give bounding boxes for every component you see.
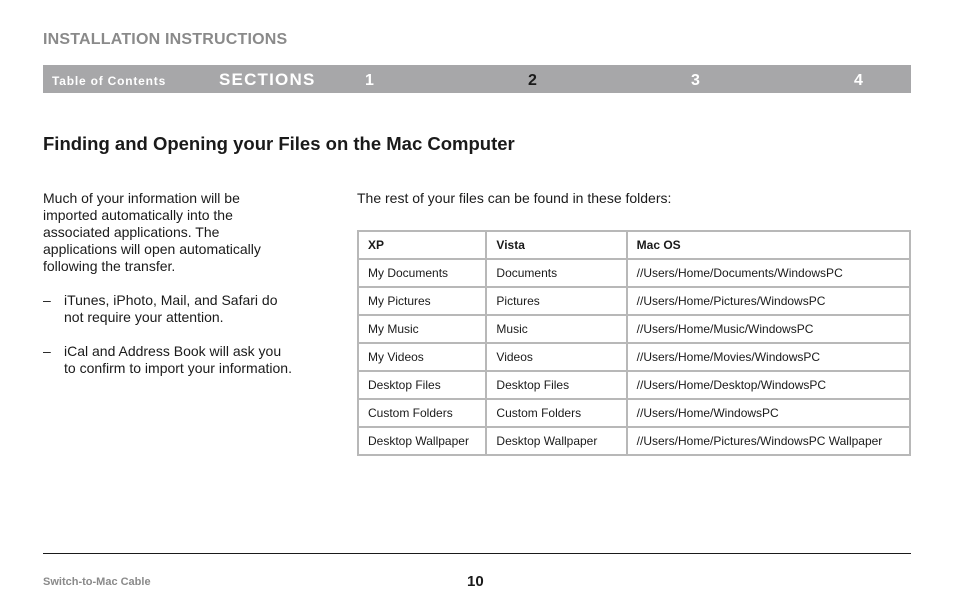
footer-divider xyxy=(43,553,911,554)
bullet-dash: – xyxy=(43,343,51,359)
table-cell: //Users/Home/Documents/WindowsPC xyxy=(627,259,910,287)
footer-product-name: Switch-to-Mac Cable xyxy=(43,576,151,588)
table-cell: My Music xyxy=(358,315,486,343)
page-number: 10 xyxy=(467,573,484,590)
table-row xyxy=(358,259,910,287)
table-row xyxy=(358,399,910,427)
table-row xyxy=(358,371,910,399)
document-header-title: INSTALLATION INSTRUCTIONS xyxy=(43,31,288,48)
table-cell: Documents xyxy=(486,259,626,287)
table-cell: Desktop Wallpaper xyxy=(358,427,486,455)
table-header-row xyxy=(358,231,910,259)
section-link-3[interactable]: 3 xyxy=(691,72,700,89)
table-cell: Custom Folders xyxy=(486,399,626,427)
table-cell: Videos xyxy=(486,343,626,371)
table-cell: My Videos xyxy=(358,343,486,371)
sections-label: SECTIONS xyxy=(219,70,316,89)
table-cell: Pictures xyxy=(486,287,626,315)
list-item xyxy=(43,292,293,326)
table-cell: //Users/Home/Movies/WindowsPC xyxy=(627,343,910,371)
section-link-2[interactable]: 2 xyxy=(528,72,537,89)
column-header-xp: XP xyxy=(358,231,486,259)
bullet-text: iCal and Address Book will ask you to confirm to import your information. xyxy=(64,343,292,376)
table-row xyxy=(358,427,910,455)
table-cell: Custom Folders xyxy=(358,399,486,427)
folder-location-table xyxy=(357,230,911,456)
list-item xyxy=(43,343,293,377)
bullet-text: iTunes, iPhoto, Mail, and Safari do not require your attention. xyxy=(64,292,278,325)
table-cell: My Documents xyxy=(358,259,486,287)
bullet-dash: – xyxy=(43,292,51,308)
table-cell: Desktop Wallpaper xyxy=(486,427,626,455)
table-cell: Music xyxy=(486,315,626,343)
table-of-contents-link[interactable]: Table of Contents xyxy=(52,74,167,88)
column-header-vista: Vista xyxy=(486,231,626,259)
section-link-1[interactable]: 1 xyxy=(365,72,374,89)
table-cell: //Users/Home/Desktop/WindowsPC xyxy=(627,371,910,399)
table-row xyxy=(358,315,910,343)
section-link-4[interactable]: 4 xyxy=(854,72,863,89)
section-navigation-bar xyxy=(43,65,911,93)
table-row xyxy=(358,343,910,371)
column-header-mac-os: Mac OS xyxy=(627,231,910,259)
table-cell: //Users/Home/Music/WindowsPC xyxy=(627,315,910,343)
table-cell: //Users/Home/WindowsPC xyxy=(627,399,910,427)
table-row xyxy=(358,287,910,315)
page-heading: Finding and Opening your Files on the Mac Computer xyxy=(43,133,515,154)
table-cell: My Pictures xyxy=(358,287,486,315)
table-intro-text: The rest of your files can be found in these folders: xyxy=(357,190,672,206)
table-cell: Desktop Files xyxy=(486,371,626,399)
table-cell: //Users/Home/Pictures/WindowsPC xyxy=(627,287,910,315)
left-column xyxy=(43,190,293,394)
table-cell: //Users/Home/Pictures/WindowsPC Wallpaper xyxy=(627,427,910,455)
table-cell: Desktop Files xyxy=(358,371,486,399)
intro-paragraph: Much of your information will be imported automatically into the associated applications. The applications will open automatically following the transfer. xyxy=(43,190,261,274)
